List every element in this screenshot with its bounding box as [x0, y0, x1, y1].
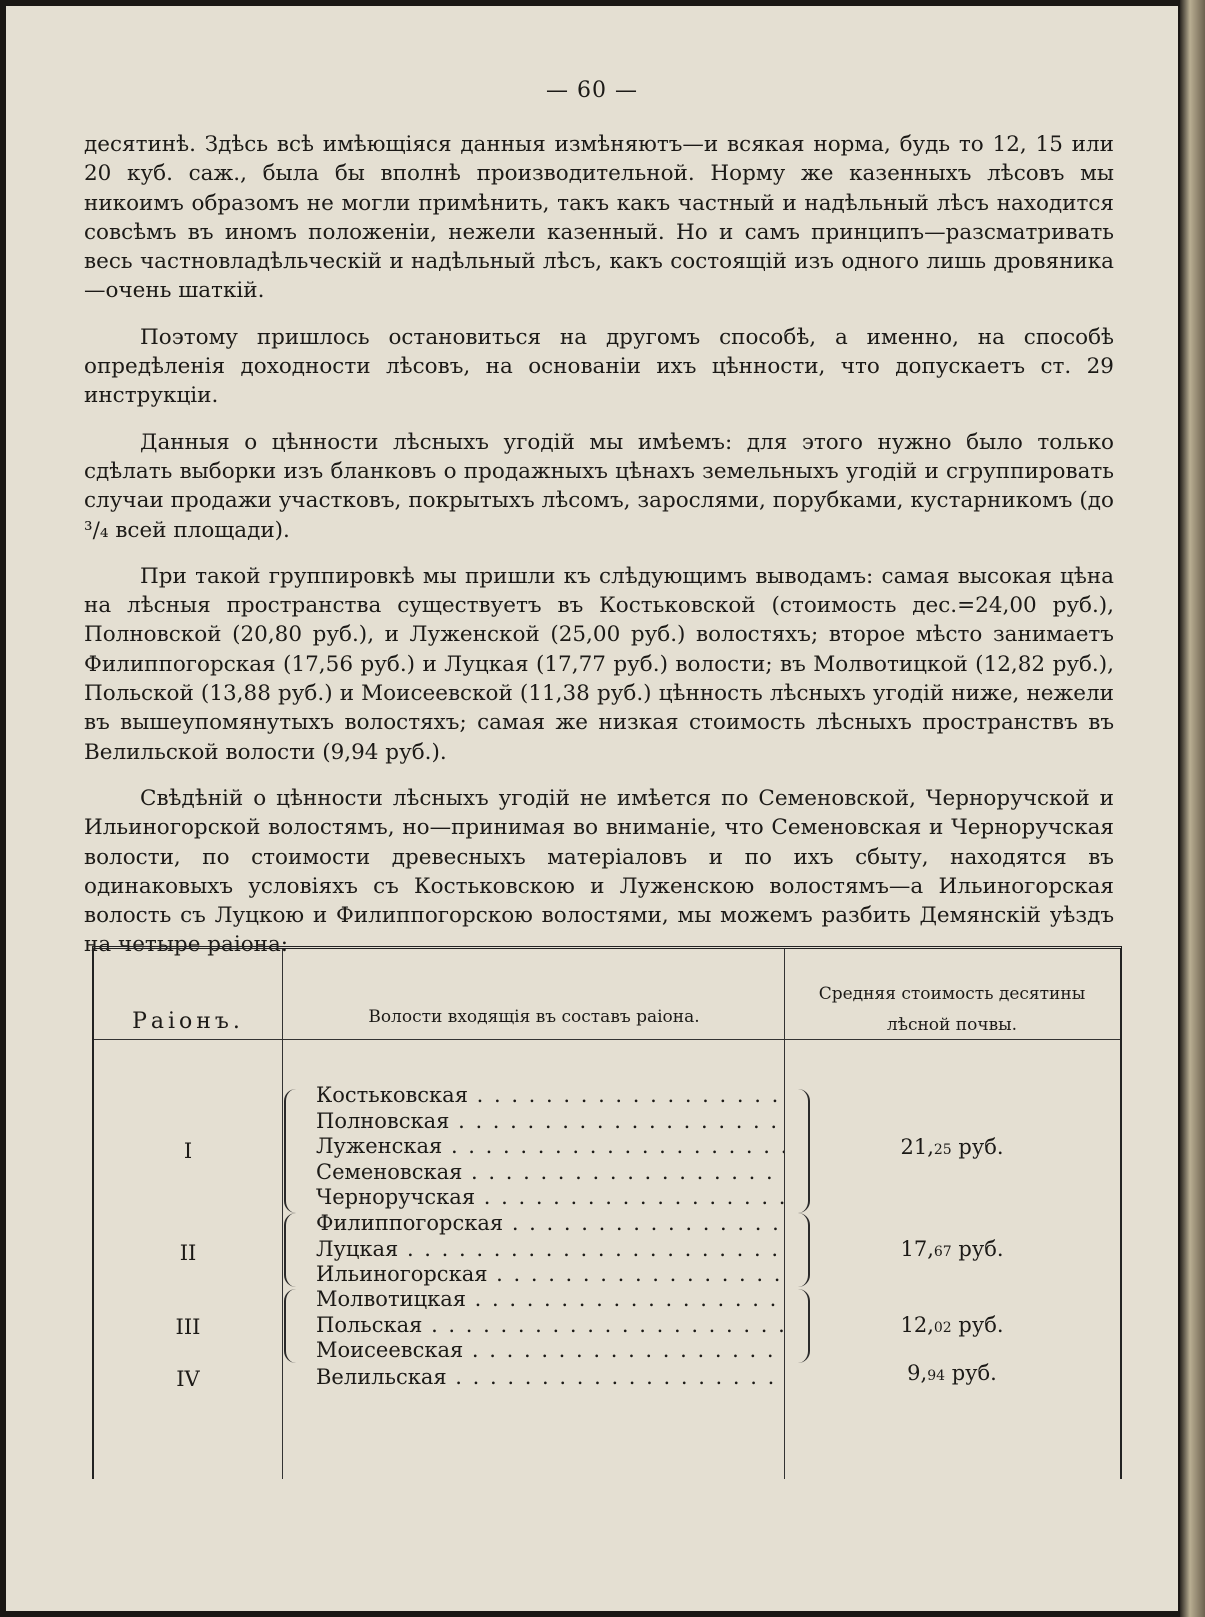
region-price: 21,25 руб. — [900, 1135, 1004, 1159]
region-number: IV — [176, 1367, 200, 1391]
book-edge — [1180, 0, 1205, 1617]
paragraph-5: Свѣдѣній о цѣнности лѣсныхъ угодій не имѣется по Семеновской, Черноручской и Ильиногорской волостямъ, но—принимая во вниманіе, что Семеновская и Черноручская волости, по стоимости древесныхъ матеріаловъ и по ихъ сбыту, находятся въ одинаковыхъ условіяхъ съ Костьковскою и Луженскою волостямъ—а Ильиногорская волость съ Луцкою и Филиппогорскою волостями, мы можемъ разбить Демянскій уѣздъ на четыре раіона: — [84, 785, 1114, 958]
volost-name: Ильиногорская . . . — [316, 1262, 784, 1288]
page-number: — 60 — — [546, 78, 638, 103]
volost-name: Семеновская . . . — [316, 1160, 784, 1186]
volost-list — [316, 1365, 784, 1391]
paragraph-4: При такой группировкѣ мы пришли къ слѣдующимъ выводамъ: самая высокая цѣна на лѣсныя пространства существуетъ въ Костьковской (стоимость дес.=24,00 руб.), Полновской (20,80 руб.), и Луженской (25,00 руб.) волостяхъ; второе мѣсто занимаетъ Филиппогорская (17,56 руб.) и Луцкая (17,77 руб.) волости; въ Молвотицкой (12,82 руб.), Польской (13,88 руб.) и Моисеевской (11,38 руб.) цѣнность лѣсныхъ угодій ниже, нежели въ вышеупомянутыхъ волостяхъ; самая же низкая стоимость лѣсныхъ пространствъ въ Велильской волости (9,94 руб.). — [84, 563, 1114, 765]
paragraph-1: десятинѣ. Здѣсь всѣ имѣющіяся данныя измѣняютъ—и всякая норма, будь то 12, 15 или 20 куб. саж., была бы вполнѣ производительной. Норму же казенныхъ лѣсовъ мы никоимъ образомъ не могли примѣнить, такъ какъ частный и надѣльный лѣсъ находится совсѣмъ въ иномъ положеніи, нежели казенный. Но и самъ принципъ—разсматривать весь частновладѣльческій и надѣльный лѣсъ, какъ состоящій изъ одного лишь дровяника—очень шаткій. — [84, 132, 1114, 304]
volost-name: Костьковская . . . — [316, 1083, 784, 1109]
volost-name: Велильская . . . — [316, 1365, 784, 1391]
region-price: 12,02 руб. — [900, 1313, 1004, 1337]
volost-name: Моисеевская . . . — [316, 1338, 784, 1364]
volost-name: Польская . . . — [316, 1313, 784, 1339]
header-price-line2: лѣсной почвы. — [886, 1015, 1018, 1035]
volost-name: Молвотицкая . . . — [316, 1287, 784, 1313]
volost-name: Луцкая . . . — [316, 1237, 784, 1263]
header-region: Раіонъ. — [132, 1009, 244, 1034]
region-number: III — [175, 1315, 201, 1339]
body-text — [84, 130, 1114, 977]
volost-list — [316, 1287, 784, 1364]
paragraph-3: Данныя о цѣнности лѣсныхъ угодій мы имѣемъ: для этого нужно было только сдѣлать выборки изъ бланковъ о продажныхъ цѣнахъ земельныхъ угодій и сгруппировать случаи продажи участковъ, покрытыхъ лѣсомъ, зарослями, порубками, кустарникомъ (до ³/₄ всей площади). — [84, 429, 1114, 543]
volost-name: Полновская . . . — [316, 1109, 784, 1135]
region-number: II — [179, 1241, 197, 1265]
header-price — [786, 979, 1118, 1041]
paragraph-2: Поэтому пришлось остановиться на другомъ способѣ, а именно, на способѣ опредѣленія доходности лѣсовъ, на основаніи ихъ цѣнности, что допускаетъ ст. 29 инструкціи. — [84, 324, 1114, 409]
header-volosti: Волости входящія въ составъ раіона. — [368, 1007, 700, 1027]
document-page — [6, 6, 1178, 1611]
volost-list — [316, 1211, 784, 1288]
header-price-line1: Средняя стоимость десятины — [818, 984, 1086, 1004]
volost-name: Луженская . . . — [316, 1134, 784, 1160]
volost-name: Филиппогорская . . . — [316, 1211, 784, 1237]
region-price: 9,94 руб. — [907, 1361, 997, 1385]
volost-name: Черноручская . . . — [316, 1185, 784, 1211]
region-price: 17,67 руб. — [900, 1237, 1004, 1261]
regions-table — [92, 946, 1122, 1479]
volost-list — [316, 1083, 784, 1211]
region-number: I — [183, 1139, 193, 1163]
